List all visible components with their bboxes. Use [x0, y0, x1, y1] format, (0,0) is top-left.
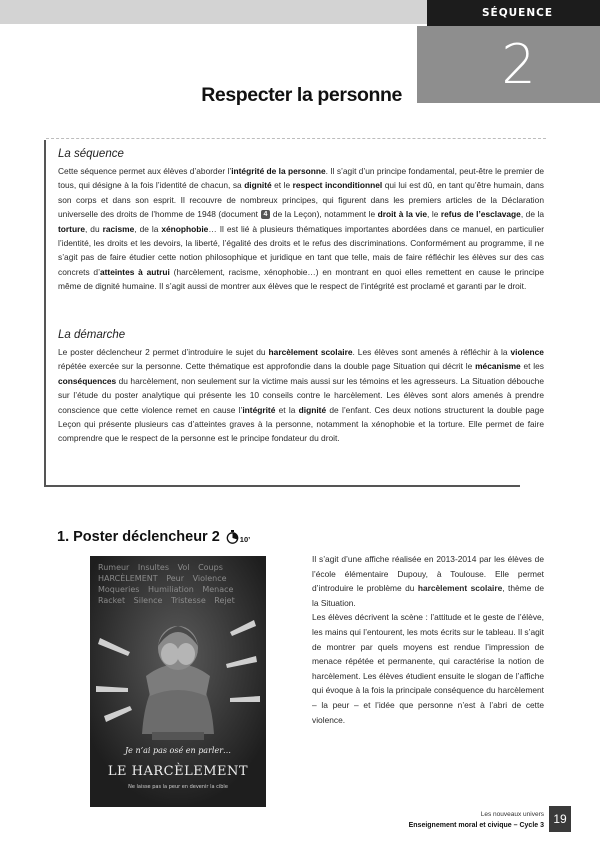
stopwatch-icon: [226, 530, 239, 544]
footer-book-title: Enseignement moral et civique – Cycle 3: [408, 822, 544, 829]
timer: [226, 530, 250, 544]
poster-paragraph-1: Il s’agit d’une affiche réalisée en 2013-2014 par les élèves de l’école élémentaire Dupouy, à Toulouse. Elle permet d’introduire le problème du harcèlement scolaire, thème de la Situation.: [312, 554, 544, 608]
poster-word: Menace: [202, 585, 234, 594]
poster-word: Silence: [133, 596, 163, 605]
poster-word: Moqueries: [98, 585, 140, 594]
poster-word: Rejet: [214, 596, 235, 605]
sequence-paragraph: Cette séquence permet aux élèves d’aborder l’intégrité de la personne. Il s’agit d’un principe fondamental, peut-être le premier de tous, qui désigne à la fois l’identité de chacun, sa dignité et le respect inconditionnel qui lui est dû, en tant qu’être humain, dans son corps et dans son esprit. Il recouvre de nombreux principes, qui figurent dans les premiers articles de la Déclaration universelle des droits de l’homme de 1948 (document 4 de la Leçon), notamment le droit à la vie, le refus de l’esclavage, de la torture, du racisme, de la xénophobie… Il est lié à plusieurs thématiques importantes abordées dans ce manuel, en particulier l’identité, les droits et les devoirs, la liberté, l’égalité des droits et le refus des discriminations. Conformément au programme, il ne s’agit pas de faire étudier cette notion philosophique et juridique en tant que telle, mais de faire réfléchir les élèves sur des cas concrets d’atteintes à autrui (harcèlement, racisme, xénophobie…) en montrant en quoi elles remettent en cause le principe même de dignité humaine. Il s’agit aussi de montrer aux élèves que le respect de l’intégrité est proclamé et garanti par le droit.: [58, 166, 545, 292]
sequence-number: 2: [417, 26, 600, 103]
footer-series: Les nouveaux univers: [480, 811, 544, 818]
poster-word: Rumeur: [98, 563, 130, 572]
poster-title: LE HARCÈLEMENT: [107, 764, 249, 779]
poster-word: Peur: [166, 574, 185, 583]
poster-heading: [57, 529, 250, 545]
timer-label: 10’: [239, 534, 251, 544]
poster-word: Humiliation: [148, 585, 194, 594]
poster-description: [312, 552, 544, 727]
poster-word: Vol: [177, 563, 190, 572]
approach-paragraph: Le poster déclencheur 2 permet d’introduire le sujet du harcèlement scolaire. Les élèves sont amenés à réfléchir à la violence répétée exercée sur la personne. Cette thématique est approfondie dans la double page Situation qui décrit le mécanisme et les conséquences du harcèlement, non seulement sur la victime mais aussi sur les témoins et les agresseurs. La Situation débouche sur l’étude du poster analytique qui présente les 10 conseils contre le harcèlement. Les élèves sont alors amenés à prendre conscience que cette violence remet en cause l’intégrité et la dignité de l’enfant. Ces deux notions structurent la double page Leçon qui présente plusieurs cas d’atteintes graves à la personne, notamment la xénophobie et la torture. Elle permet de faire comprendre que le respect de la personne est le principe fondateur du droit.: [58, 347, 545, 444]
poster-word: HARCÈLEMENT: [98, 574, 158, 583]
poster-word: Violence: [192, 574, 227, 583]
poster-word: Coups: [198, 563, 223, 572]
poster-word: Insultes: [137, 563, 170, 572]
poster-tagline: Je n’ai pas osé en parler…: [124, 746, 232, 755]
poster-heading-text: 1. Poster déclencheur 2: [57, 529, 220, 545]
sequence-heading: La séquence: [58, 148, 124, 160]
sequence-label: SÉQUENCE: [427, 0, 600, 26]
poster-word: Racket: [98, 596, 126, 605]
page-number: 19: [549, 806, 571, 832]
approach-heading: La démarche: [58, 329, 126, 341]
page-title: Respecter la personne: [201, 84, 402, 106]
document-badge: 4: [261, 210, 271, 219]
poster-subtitle: Ne laisse pas la peur en devenir la cible: [128, 784, 228, 790]
poster-words: [98, 562, 258, 606]
poster-word: Tristesse: [171, 596, 206, 605]
poster-paragraph-2: Les élèves décrivent la scène : l’attitude et le geste de l’élève, les mains qui l’entourent, les mots écrits sur le tableau. Il s’agit de montrer par quels moyens est rendue l’impression de menace répétée et permanente, qui caractérise la notion de harcèlement. Les élèves étudient ensuite le slogan de l’affiche qui évoque à la fois la principale conséquence du harcèlement – la peur – et l’idée que personne n’est à l’abri de cette violence.: [312, 612, 544, 725]
poster-image: [90, 556, 266, 807]
